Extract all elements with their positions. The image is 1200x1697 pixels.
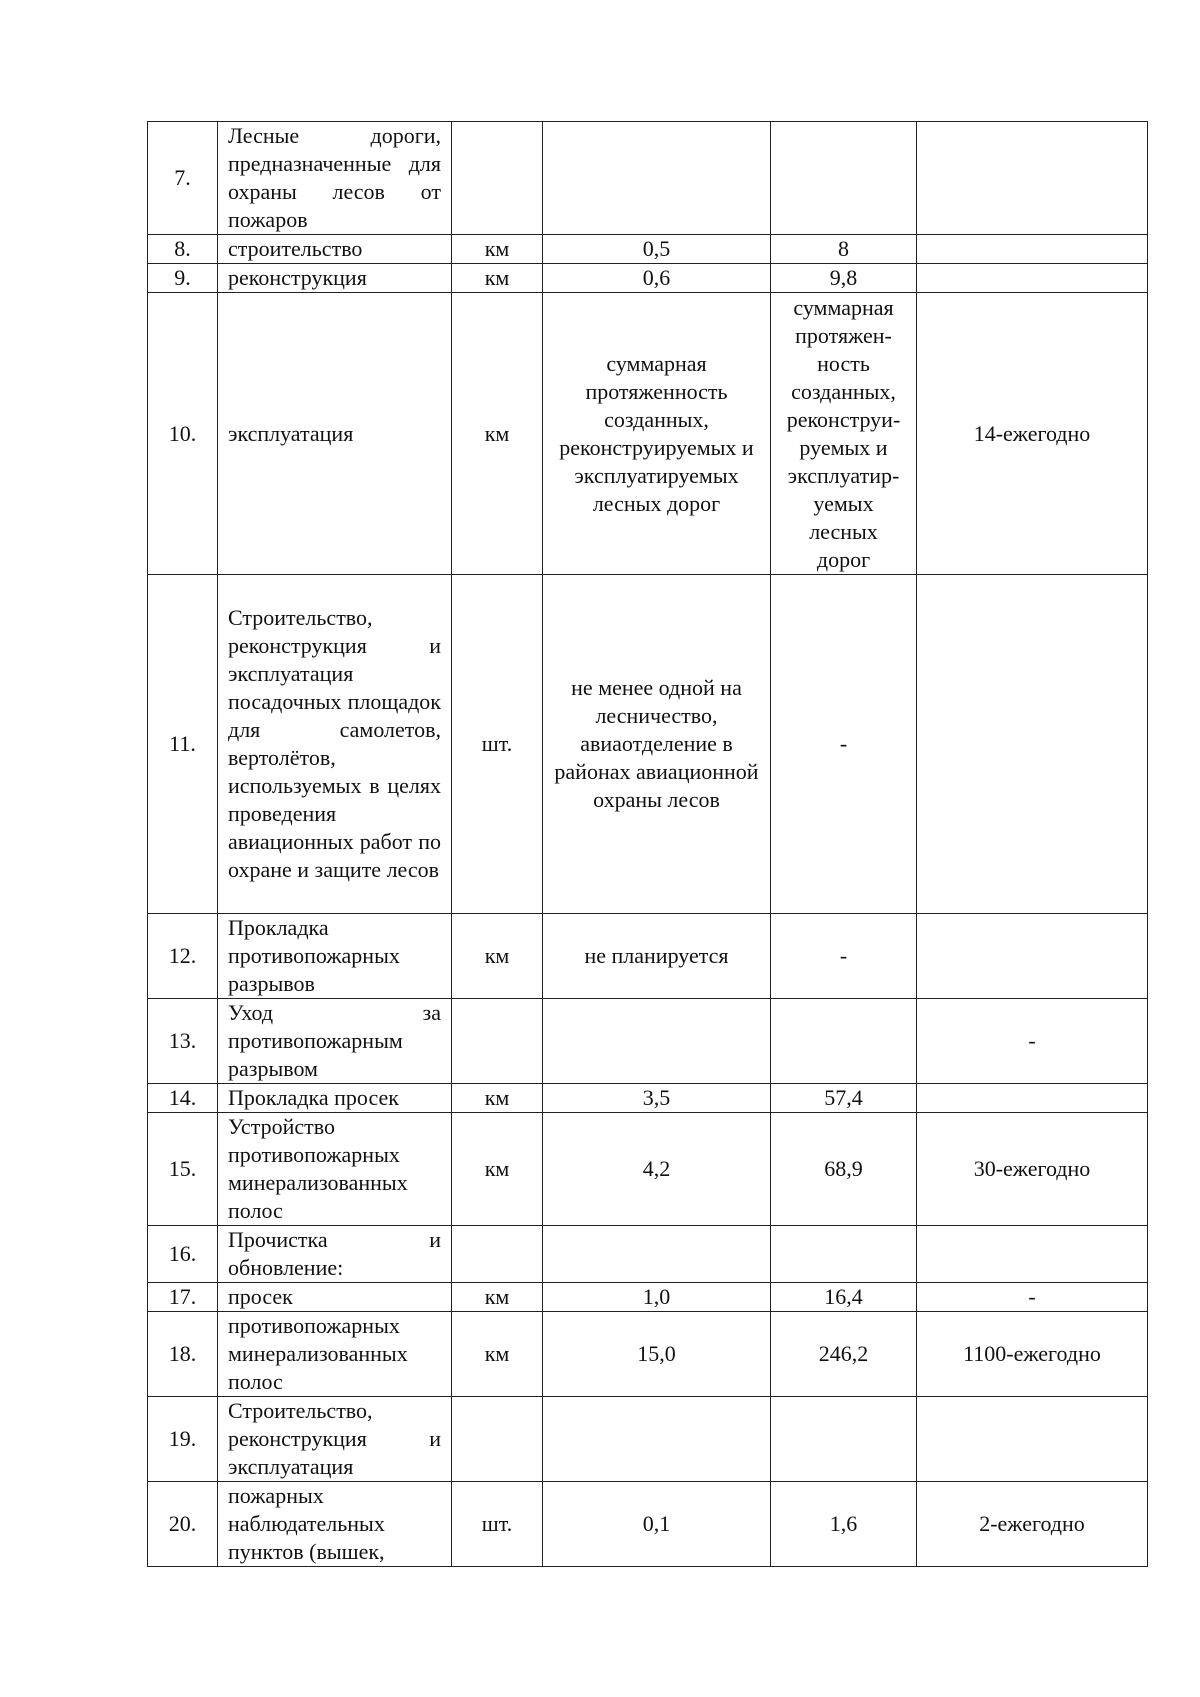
row-number: 13. — [148, 999, 218, 1084]
work-name: пожарных наблюдательных пунктов (вышек, — [218, 1482, 452, 1567]
norm-cell: 1,0 — [543, 1283, 771, 1312]
unit-cell: км — [452, 1312, 543, 1397]
unit-cell: км — [452, 1113, 543, 1226]
work-name: просек — [218, 1283, 452, 1312]
table-row — [148, 1397, 1148, 1482]
unit-cell — [452, 122, 543, 235]
unit-cell: шт. — [452, 575, 543, 914]
row-number: 10. — [148, 293, 218, 575]
fire-protection-table — [147, 121, 1148, 1567]
row-number: 14. — [148, 1084, 218, 1113]
norm-cell: 4,2 — [543, 1113, 771, 1226]
table-row — [148, 1482, 1148, 1567]
unit-cell: км — [452, 1084, 543, 1113]
work-name: противопожарных минерализованных полос — [218, 1312, 452, 1397]
norm-cell: не планируется — [543, 914, 771, 999]
table-row — [148, 914, 1148, 999]
total-cell: 68,9 — [771, 1113, 917, 1226]
table-row — [148, 235, 1148, 264]
extra-cell — [917, 1226, 1148, 1283]
table-row — [148, 264, 1148, 293]
extra-cell — [917, 575, 1148, 914]
norm-cell: 15,0 — [543, 1312, 771, 1397]
work-name: Строительство, реконструкция и эксплуатация — [218, 1397, 452, 1482]
total-cell — [771, 1397, 917, 1482]
row-number: 15. — [148, 1113, 218, 1226]
extra-cell: 1100-ежегодно — [917, 1312, 1148, 1397]
table-row — [148, 1312, 1148, 1397]
work-name: Прокладка просек — [218, 1084, 452, 1113]
total-cell: 8 — [771, 235, 917, 264]
table-row — [148, 1226, 1148, 1283]
extra-cell: 30-ежегодно — [917, 1113, 1148, 1226]
norm-cell — [543, 122, 771, 235]
work-name: эксплуатация — [218, 293, 452, 575]
norm-cell: 3,5 — [543, 1084, 771, 1113]
norm-cell — [543, 999, 771, 1084]
unit-cell: км — [452, 1283, 543, 1312]
extra-cell: 14-ежегодно — [917, 293, 1148, 575]
unit-cell: км — [452, 293, 543, 575]
total-cell — [771, 1226, 917, 1283]
total-cell: суммарная протяженность созданных, реконструируемых и эксплуатируемых лесных дорог — [771, 293, 917, 575]
total-cell: - — [771, 914, 917, 999]
row-number: 11. — [148, 575, 218, 914]
unit-cell — [452, 999, 543, 1084]
extra-cell: - — [917, 1283, 1148, 1312]
norm-cell: 0,1 — [543, 1482, 771, 1567]
work-name: строительство — [218, 235, 452, 264]
extra-cell — [917, 235, 1148, 264]
row-number: 7. — [148, 122, 218, 235]
total-cell: 1,6 — [771, 1482, 917, 1567]
unit-cell: км — [452, 914, 543, 999]
unit-cell: км — [452, 235, 543, 264]
total-cell — [771, 122, 917, 235]
table-row — [148, 1283, 1148, 1312]
table-row — [148, 1113, 1148, 1226]
row-number: 8. — [148, 235, 218, 264]
total-cell: 9,8 — [771, 264, 917, 293]
unit-cell — [452, 1226, 543, 1283]
norm-cell: не менее одной на лесничество, авиаотделение в районах авиационной охраны лесов — [543, 575, 771, 914]
work-name: Прочистка и обновление: — [218, 1226, 452, 1283]
total-cell: 246,2 — [771, 1312, 917, 1397]
row-number: 19. — [148, 1397, 218, 1482]
row-number: 16. — [148, 1226, 218, 1283]
norm-cell: 0,5 — [543, 235, 771, 264]
norm-cell — [543, 1226, 771, 1283]
extra-cell — [917, 264, 1148, 293]
row-number: 20. — [148, 1482, 218, 1567]
row-number: 9. — [148, 264, 218, 293]
table-row — [148, 575, 1148, 914]
norm-cell — [543, 1397, 771, 1482]
extra-cell: - — [917, 999, 1148, 1084]
row-number: 12. — [148, 914, 218, 999]
work-name: реконструкция — [218, 264, 452, 293]
work-name: Уход за противопожарным разрывом — [218, 999, 452, 1084]
table-row — [148, 293, 1148, 575]
total-cell: 57,4 — [771, 1084, 917, 1113]
norm-cell: 0,6 — [543, 264, 771, 293]
work-name: Строительство, реконструкция и эксплуатация посадочных площадок для самолетов, вертолётов, используемых в целях проведения авиационных работ по охране и защите лесов — [218, 575, 452, 914]
extra-cell — [917, 1397, 1148, 1482]
work-name: Прокладка противопожарных разрывов — [218, 914, 452, 999]
unit-cell: шт. — [452, 1482, 543, 1567]
total-cell: - — [771, 575, 917, 914]
extra-cell — [917, 1084, 1148, 1113]
work-name: Лесные дороги, предназначенные для охраны лесов от пожаров — [218, 122, 452, 235]
unit-cell — [452, 1397, 543, 1482]
row-number: 17. — [148, 1283, 218, 1312]
row-number: 18. — [148, 1312, 218, 1397]
work-name: Устройство противопожарных минерализованных полос — [218, 1113, 452, 1226]
unit-cell: км — [452, 264, 543, 293]
norm-cell: суммарная протяженность созданных, реконструируемых и эксплуатируемых лесных дорог — [543, 293, 771, 575]
table-row — [148, 1084, 1148, 1113]
extra-cell — [917, 122, 1148, 235]
extra-cell — [917, 914, 1148, 999]
total-cell: 16,4 — [771, 1283, 917, 1312]
extra-cell: 2-ежегодно — [917, 1482, 1148, 1567]
table-row — [148, 122, 1148, 235]
total-cell — [771, 999, 917, 1084]
table-row — [148, 999, 1148, 1084]
